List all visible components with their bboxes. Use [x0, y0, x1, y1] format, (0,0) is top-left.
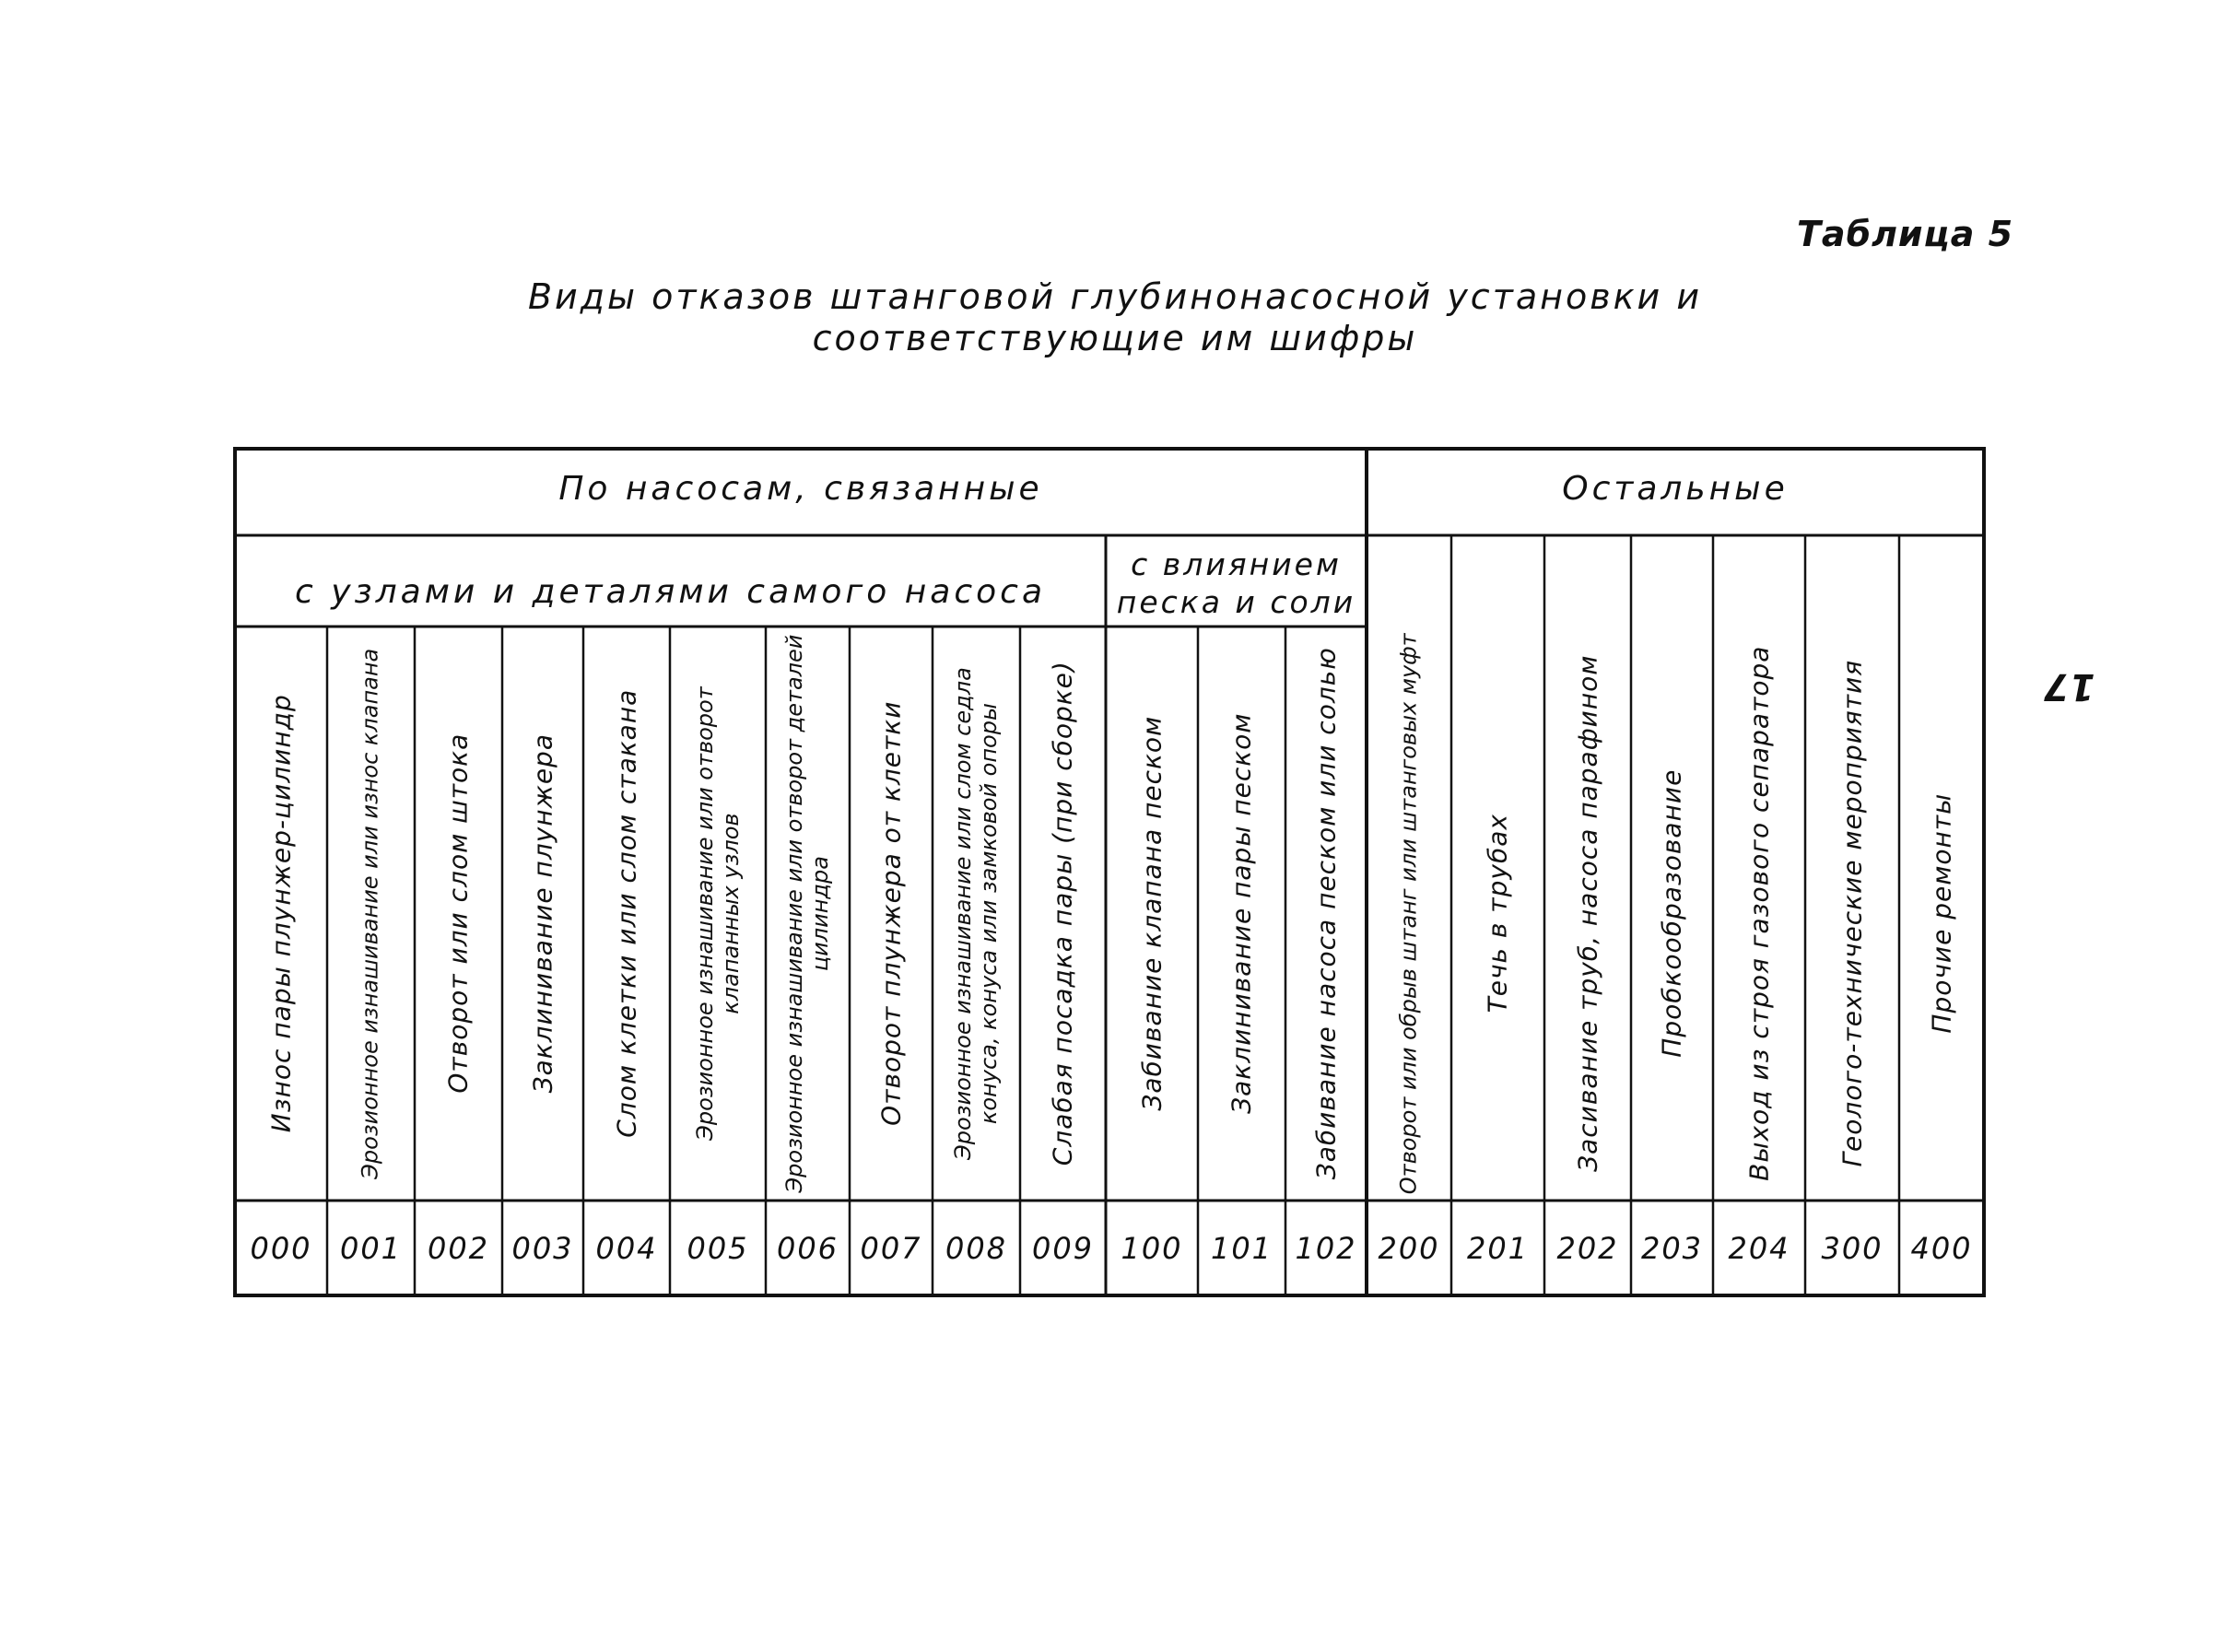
table-label: Таблица 5: [1797, 214, 2014, 254]
code-cell-101: 101: [1210, 1230, 1273, 1266]
code-cell-400: 400: [1910, 1230, 1973, 1266]
code-cell-005: 005: [687, 1230, 749, 1266]
column-label: Слом клетки или слом стакана: [610, 688, 641, 1138]
column-label: Отворот или обрыв штанг или штанговых муфт: [1395, 633, 1422, 1194]
code-cell-008: 008: [945, 1230, 1008, 1266]
code-cell-201: 201: [1466, 1230, 1530, 1266]
column-header-300: [1805, 627, 1899, 1201]
code-cell-003: 003: [511, 1230, 574, 1266]
code-cell-202: 202: [1556, 1230, 1619, 1266]
column-label: Прочие ремонты: [1925, 793, 1956, 1034]
header-sand-salt: [1106, 545, 1367, 622]
column-label: Пробкообразование: [1656, 768, 1687, 1059]
column-label: Эрозионное изнашивание или износ клапана: [357, 648, 383, 1179]
column-header-006: [766, 627, 850, 1201]
column-header-001: [327, 627, 415, 1201]
column-label: Геолого-технические мероприятия: [1836, 660, 1867, 1167]
column-header-200: [1367, 627, 1451, 1201]
column-label: Эрозионное изнашивание или слом седла конуса, конуса или замковой опоры: [949, 667, 1002, 1160]
column-header-002: [415, 627, 502, 1201]
column-label: Эрозионное изнашивание или отворот деталей цилиндра: [780, 634, 833, 1193]
code-cell-002: 002: [427, 1230, 490, 1266]
column-header-008: [933, 627, 1020, 1201]
column-label: Эрозионное изнашивание или отворот клапанных узлов: [691, 686, 743, 1141]
column-header-004: [583, 627, 670, 1201]
column-label: Забивание клапана песком: [1135, 716, 1167, 1111]
column-header-003: [502, 627, 583, 1201]
header-pumps: По насосам, связанные: [558, 470, 1043, 508]
code-cell-007: 007: [860, 1230, 922, 1266]
code-cell-004: 004: [595, 1230, 658, 1266]
code-cell-204: 204: [1728, 1230, 1790, 1266]
column-label: Слабая посадка пары (при сборке): [1047, 661, 1078, 1166]
code-cell-000: 000: [250, 1230, 312, 1266]
column-label: Течь в трубах: [1482, 814, 1513, 1013]
code-cell-009: 009: [1031, 1230, 1095, 1266]
column-label: Выход из строя газового сепаратора: [1743, 645, 1774, 1182]
code-cell-001: 001: [339, 1230, 403, 1266]
table-title-line-2: соответствующие им шифры: [812, 318, 1418, 358]
column-label: Заклинивание пары песком: [1226, 712, 1257, 1115]
table-title-line-1: Виды отказов штанговой глубинонасосной установки и: [527, 276, 1703, 317]
code-cell-102: 102: [1295, 1230, 1357, 1266]
column-header-005: [670, 627, 766, 1201]
column-header-007: [850, 627, 933, 1201]
column-header-101: [1198, 627, 1285, 1201]
column-header-400: [1899, 627, 1984, 1201]
column-label: Заклинивание плунжера: [526, 733, 557, 1094]
column-label: Забивание насоса песком или солью: [1309, 647, 1341, 1180]
page-number: 17: [2044, 665, 2095, 708]
header-others: Остальные: [1562, 470, 1789, 508]
column-label: Отворот плунжера от клетки: [874, 700, 906, 1127]
column-header-204: [1713, 627, 1805, 1201]
column-header-009: [1020, 627, 1106, 1201]
code-cell-203: 203: [1640, 1230, 1704, 1266]
column-header-000: [235, 627, 327, 1201]
code-cell-200: 200: [1378, 1230, 1440, 1266]
column-header-201: [1451, 627, 1544, 1201]
column-label: Засивание труб, насоса парафином: [1571, 654, 1602, 1173]
header-sand-salt-text: с влиянием песка и соли: [1116, 546, 1356, 621]
column-header-100: [1106, 627, 1198, 1201]
code-cell-006: 006: [776, 1230, 839, 1266]
column-header-202: [1544, 627, 1631, 1201]
code-cell-300: 300: [1821, 1230, 1884, 1266]
column-label: Износ пары плунжер-цилиндр: [264, 694, 296, 1133]
column-header-203: [1631, 627, 1713, 1201]
column-label: Отворот или слом штока: [442, 733, 474, 1094]
header-pump-parts: с узлами и деталями самого насоса: [294, 573, 1046, 611]
code-cell-100: 100: [1121, 1230, 1183, 1266]
column-header-102: [1285, 627, 1367, 1201]
